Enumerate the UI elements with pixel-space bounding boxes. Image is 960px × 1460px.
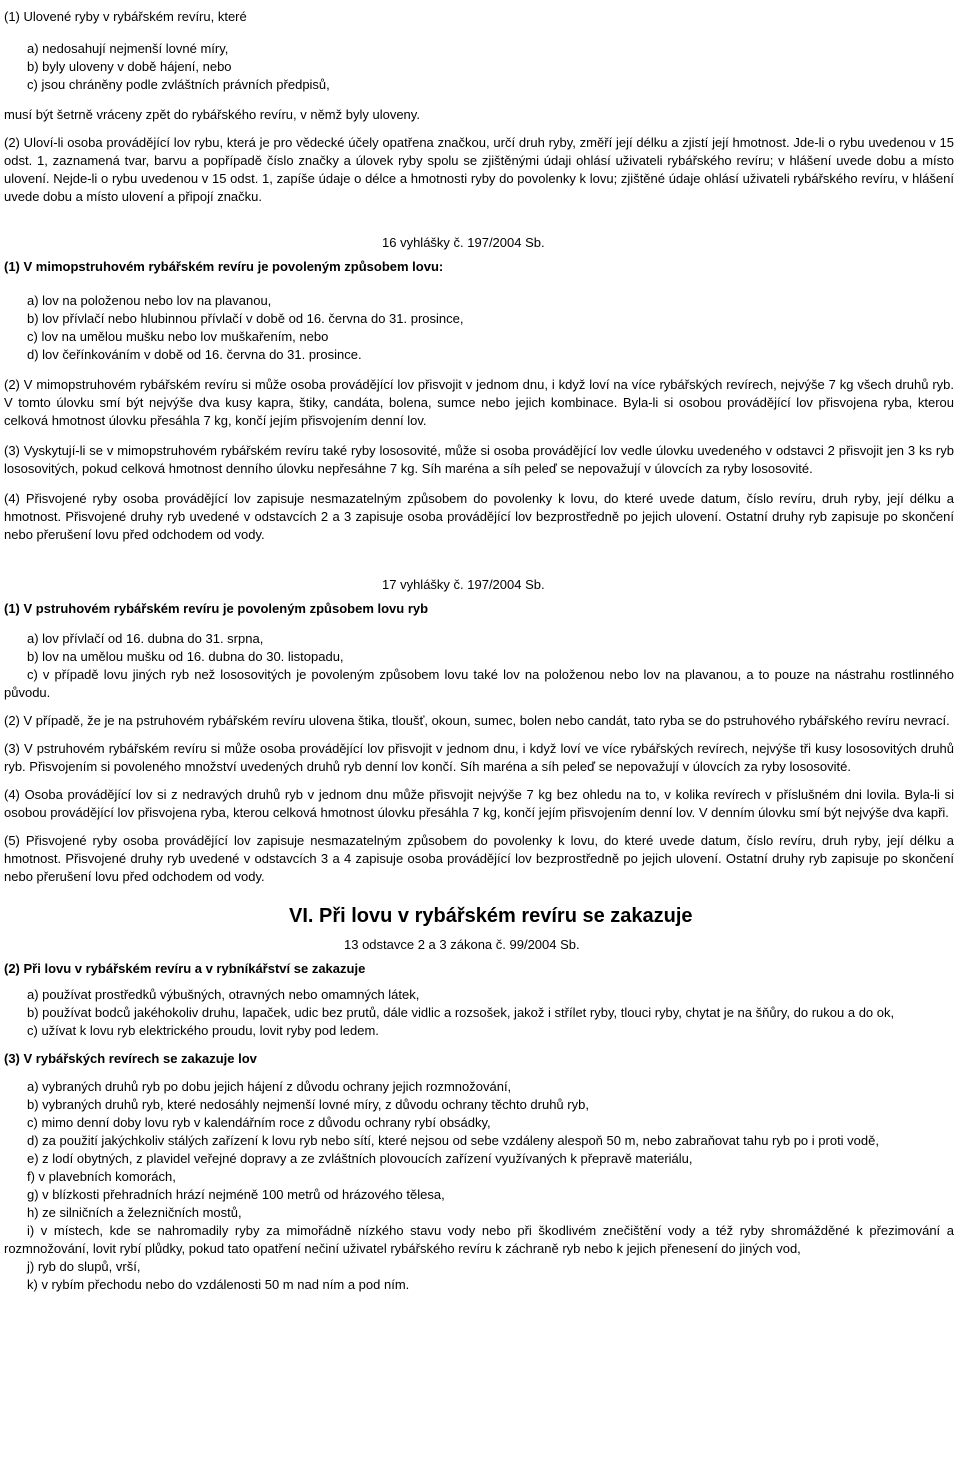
s3-paragraph-3: (3) V pstruhovém rybářském revíru si může osoba provádějící lov přisvojit v jednom dnu, i když loví ve více rybářských revírech, nejvýše tři kusy lososovitých druhů ryb. Přisvojením si povoleného množství uvedených druhů ryb denní lov končí. Síh maréna a síh peleď se nepovažují v úlovcích za ryby lososovité. (4, 741, 954, 774)
s2-item-d: d) lov čeřínkováním v době od 16. června do 31. prosince. (27, 347, 362, 362)
s2-item-b: b) lov přívlačí nebo hlubinnou přívlačí v době od 16. června do 31. prosince, (27, 311, 464, 326)
list-item: h) ze silničních a železničních mostů, (27, 1205, 242, 1220)
s2-paragraph-3: (3) Vyskytují-li se v mimopstruhovém rybářském revíru také ryby lososovité, může si osoba provádějící lov vedle úlovku uvedeného v odstavci 2 přisvojit jen 3 ks ryb lososovitých, pokud celková hmotnost denního úlovku nepřesáhne 7 kg. Síh maréna a síh peleď se nepovažují v úlovcích za ryby lososovité. (4, 443, 954, 476)
s3-item-b: b) lov na umělou mušku od 16. dubna do 30. listopadu, (27, 649, 344, 664)
list-item: e) z lodí obytných, z plavidel veřejné dopravy a ze zvláštních plovoucích zařízení využívaných k přepravě materiálu, (27, 1151, 693, 1166)
s1-paragraph-end: musí být šetrně vráceny zpět do rybářského revíru, v němž byly uloveny. (4, 107, 420, 122)
s4-reference: 13 odstavce 2 a 3 zákona č. 99/2004 Sb. (344, 937, 580, 952)
s2-heading: (1) V mimopstruhovém rybářském revíru je povoleným způsobem lovu: (4, 259, 444, 274)
s1-paragraph-2: (2) Uloví-li osoba provádějící lov rybu, která je pro vědecké účely opatřena značkou, určí druh ryby, změří její délku a zjistí její hmotnost. Jde-li o rybu uvedenou v 15 odst. 1, zaznamená tvar, barvu a popřípadě číslo značky a úlovek ryby spolu se zjištěnými údaji ohlásí uživateli rybářského revíru; v hlášení uvede dobu a místo ulovení. Nejde-li o rybu uvedenou v 15 odst. 1, zapíše údaje o délce a hmotnosti ryby do povolenky k lovu; zjištěné údaje ohlásí uživateli rybářského revíru, v hlášení uvede dobu a místo ulovení a připojí značku. (4, 135, 954, 204)
s1-item-c: c) jsou chráněny podle zvláštních právních předpisů, (27, 77, 330, 92)
list-item: d) za použití jakýchkoliv stálých zařízení k lovu ryb nebo sítí, které nejsou od sebe vzdáleny alespoň 50 m, nebo zabraňovat tahu ryb po i proti vodě, (27, 1133, 879, 1148)
s1-item-a: a) nedosahují nejmenší lovné míry, (27, 41, 229, 56)
s2-item-c: c) lov na umělou mušku nebo lov muškařením, nebo (27, 329, 329, 344)
s3-item-a: a) lov přívlačí od 16. dubna do 31. srpna, (27, 631, 264, 646)
list-item: b) používat bodců jakéhokoliv druhu, lapaček, udic bez prutů, dále vidlic a rozsošek, jakož i střílet ryby, tlouci ryby, chytat je na šňůry, do rukou a do ok, (27, 1005, 895, 1020)
section-vi-title: VI. Při lovu v rybářském revíru se zakazuje (289, 905, 693, 927)
list-item: c) užívat k lovu ryb elektrického proudu, lovit ryby pod ledem. (27, 1023, 379, 1038)
s3-paragraph-2: (2) V případě, že je na pstruhovém rybářském revíru ulovena štika, tloušť, okoun, sumec, bolen nebo candát, tato ryba se do pstruhového rybářského revíru nevrací. (4, 713, 950, 728)
list-item: k) v rybím přechodu nebo do vzdálenosti 50 m nad ním a pod ním. (27, 1277, 410, 1292)
s3-reference: 17 vyhlášky č. 197/2004 Sb. (382, 577, 545, 592)
s2-reference: 16 vyhlášky č. 197/2004 Sb. (382, 235, 545, 250)
s3-heading: (1) V pstruhovém rybářském revíru je povoleným způsobem lovu ryb (4, 601, 429, 616)
s4-heading-3: (3) V rybářských revírech se zakazuje lov (4, 1051, 257, 1066)
list-item: c) mimo denní doby lovu ryb v kalendářním roce z důvodu ochrany rybí obsádky, (27, 1115, 491, 1130)
list-item: j) ryb do slupů, vrší, (27, 1259, 141, 1274)
s4-list-2 (4, 986, 954, 1040)
s1-paragraph-1: (1) Ulovené ryby v rybářském revíru, které (4, 9, 247, 24)
s3-item-c: c) v případě lovu jiných ryb než lososovitých je povoleným způsobem lovu také lov na položenou nebo lov na plavanou, a to pouze na nástrahu rostlinného původu. (4, 667, 954, 700)
s3-paragraph-4: (4) Osoba provádějící lov si z nedravých druhů ryb v jednom dnu může přisvojit nejvýše 7 kg bez ohledu na to, v kolika revírech v příslušném dni lovila. Byla-li si osobou provádějící lov přisvojena ryba, kterou celková hmotnost úlovku přesáhla 7 kg, končí jejím přisvojením denní lov. V denním úlovku smí být nejvýše dva kapři. (4, 787, 954, 820)
list-item: a) vybraných druhů ryb po dobu jejich hájení z důvodu ochrany jejich rozmnožování, (27, 1079, 512, 1094)
s3-paragraph-5: (5) Přisvojené ryby osoba provádějící lov zapisuje nesmazatelným způsobem do povolenky k lovu, do které uvede datum, číslo revíru, druh ryby, její délku a hmotnost. Přisvojené druhy ryb uvedené v odstavcích 3 a 4 zapisuje osoba provádějící lov bezprostředně po jejich ulovení. Ostatní druhy ryb zapisuje po skončení nebo přerušení lovu před odchodem od vody. (4, 833, 954, 884)
s2-paragraph-2: (2) V mimopstruhovém rybářském revíru si může osoba provádějící lov přisvojit v jednom dnu, i když loví na více rybářských revírech, nejvýše 7 kg všech druhů ryb. V tomto úlovku smí být nejvýše dva kusy kapra, štiky, candáta, bolena, sumce nebo jejich kombinace. Byla-li si osobou provádějící lov přisvojena ryba, kterou celková hmotnost úlovku přesáhla 7 kg, končí jejím přisvojením denní lov. (4, 377, 954, 428)
s4-list-3 (4, 1078, 954, 1294)
s4-heading-2: (2) Při lovu v rybářském revíru a v rybníkářství se zakazuje (4, 961, 366, 976)
list-item: a) používat prostředků výbušných, otravných nebo omamných látek, (27, 987, 420, 1002)
s2-item-a: a) lov na položenou nebo lov na plavanou, (27, 293, 272, 308)
s1-item-b: b) byly uloveny v době hájení, nebo (27, 59, 232, 74)
list-item: f) v plavebních komorách, (27, 1169, 176, 1184)
s2-paragraph-4: (4) Přisvojené ryby osoba provádějící lov zapisuje nesmazatelným způsobem do povolenky k lovu, do které uvede datum, číslo revíru, druh ryby, její délku a hmotnost. Přisvojené druhy ryb uvedené v odstavcích 2 a 3 zapisuje osoba provádějící lov bezprostředně po jejich ulovení. Ostatní druhy ryb zapisuje po skončení nebo přerušení lovu před odchodem od vody. (4, 491, 954, 542)
list-item: g) v blízkosti přehradních hrází nejméně 100 metrů od hrázového tělesa, (27, 1187, 445, 1202)
list-item: i) v místech, kde se nahromadily ryby za mimořádně nízkého stavu vody nebo při škodlivém znečištění vody a též ryby shromážděné k přezimování a rozmnožování, lovit rybí plůdky, pokud tato opatření nečiní uživatel rybářského revíru k záchraně ryb nebo k jejich přenesení do jiných vod, (4, 1223, 954, 1256)
list-item: b) vybraných druhů ryb, které nedosáhly nejmenší lovné míry, z důvodu ochrany těchto druhů ryb, (27, 1097, 589, 1112)
